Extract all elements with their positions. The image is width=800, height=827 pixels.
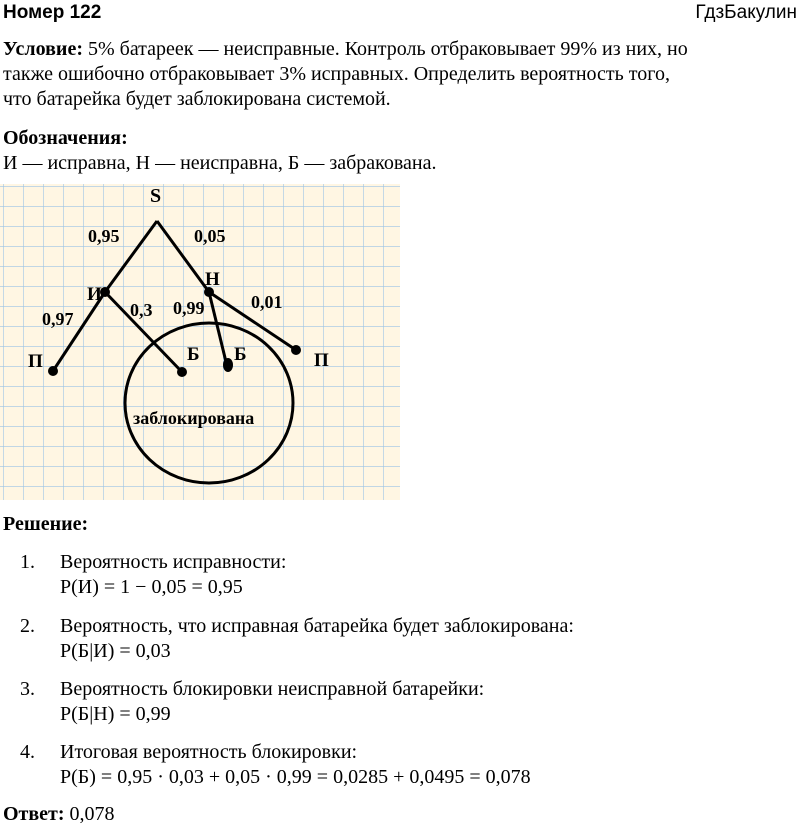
- step-formula: P(Б|Н) = 0,99: [60, 703, 171, 725]
- leaf-block-right-label: Б: [234, 344, 247, 365]
- step-text: Вероятность блокировки неисправной батарейки:: [60, 678, 485, 700]
- solution-heading: Решение:: [3, 513, 89, 535]
- condition-line-3: что батарейка будет заблокирована системой.: [3, 88, 391, 110]
- prob-good-block-label: 0,3: [130, 300, 153, 320]
- prob-good-pass-label: 0,97: [42, 309, 74, 329]
- node-bad-label: Н: [205, 269, 220, 290]
- prob-bad-block-label: 0,99: [173, 298, 205, 318]
- leaf-block-right-dot: [223, 358, 233, 372]
- notation-text: И — исправна, Н — неисправна, Б — забракована.: [3, 152, 437, 174]
- step-formula: P(И) = 1 − 0,05 = 0,95: [60, 576, 243, 598]
- step-text: Вероятность, что исправная батарейка будет заблокирована:: [60, 615, 574, 637]
- step-number: 4.: [20, 741, 35, 763]
- step-formula: P(Б|И) = 0,03: [60, 640, 171, 662]
- step-number: 3.: [20, 678, 35, 700]
- blocked-circle-label: заблокирована: [133, 408, 255, 428]
- step-text: Итоговая вероятность блокировки:: [60, 741, 358, 763]
- step-number: 1.: [20, 551, 35, 573]
- tree-svg: [0, 184, 400, 500]
- leaf-pass-right-label: П: [314, 350, 329, 371]
- step-text: Вероятность исправности:: [60, 551, 287, 573]
- page-header: [0, 0, 800, 30]
- answer-label: Ответ:: [3, 803, 65, 825]
- answer-line: [3, 802, 115, 827]
- leaf-pass-left-dot: [48, 366, 58, 376]
- condition-block: [3, 37, 798, 112]
- leaf-block-left-dot: [177, 367, 187, 377]
- notation-heading: Обозначения:: [3, 127, 128, 149]
- leaf-pass-left-label: П: [28, 351, 43, 372]
- step-number: 2.: [20, 615, 35, 637]
- condition-line-2: также ошибочно отбраковывает 3% исправных. Определить вероятность того,: [3, 63, 670, 85]
- condition-label: Условие:: [3, 38, 83, 60]
- condition-line-1: Условие: 5% батареек — неисправные. Контроль отбраковывает 99% из них, но: [3, 38, 688, 60]
- problem-number: Номер 122: [3, 2, 102, 23]
- leaf-pass-right-dot: [291, 345, 301, 355]
- prob-bad-pass-label: 0,01: [251, 292, 283, 312]
- prob-good-label: 0,95: [88, 226, 120, 246]
- step-formula: P(Б) = 0,95 · 0,03 + 0,05 · 0,99 = 0,0285 + 0,0495 = 0,078: [60, 766, 531, 788]
- leaf-block-left-label: Б: [187, 344, 200, 365]
- probability-tree-diagram: [0, 184, 400, 500]
- answer-value: 0,078: [69, 803, 115, 825]
- prob-bad-label: 0,05: [194, 226, 226, 246]
- root-label: S: [150, 185, 162, 207]
- node-good-label: И: [87, 284, 102, 305]
- site-name[interactable]: ГдзБакулин: [695, 2, 797, 23]
